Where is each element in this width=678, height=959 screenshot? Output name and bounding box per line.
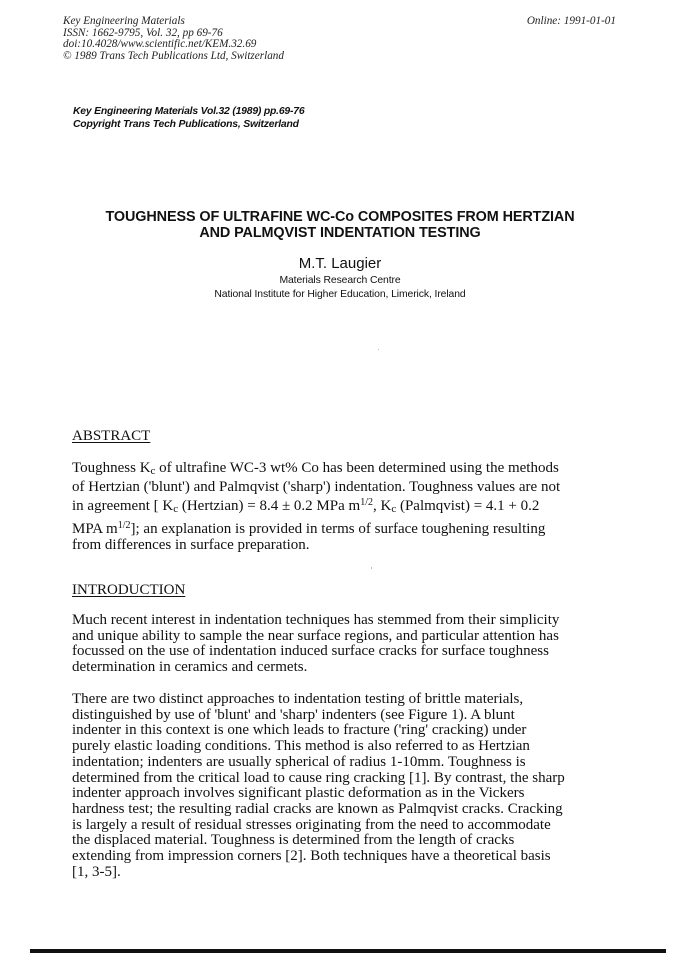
paragraph-line: is largely a result of residual stresses originating from the need to accommodate: [72, 816, 551, 833]
author-name: M.T. Laugier: [298, 255, 382, 272]
paragraph-line: determination in ceramics and cermets.: [72, 659, 308, 676]
paragraph-line: focussed on the use of indentation induced surface cracks for surface toughness: [72, 643, 549, 660]
abstract-line: from differences in surface preparation.: [72, 536, 310, 553]
journal-name: Key Engineering Materials: [63, 15, 185, 27]
paragraph-line: indenter in this context is one which leads to fracture ('ring' cracking) under: [72, 722, 527, 739]
abstract-line: Toughness Kc of ultrafine WC-3 wt% Co has been determined using the methods: [72, 460, 559, 477]
paper-title: [60, 209, 620, 241]
paragraph-line: indenter approach involves significant plastic deformation as in the Vickers: [72, 785, 525, 802]
abstract-heading: ABSTRACT: [72, 428, 151, 444]
copyright-line: © 1989 Trans Tech Publications Ltd, Switzerland: [63, 49, 284, 62]
affiliation-centre: Materials Research Centre: [279, 275, 401, 286]
paragraph-line: extending from impression corners [2]. Both techniques have a theoretical basis: [72, 848, 551, 865]
title-line-1: TOUGHNESS OF ULTRAFINE WC-Co COMPOSITES FROM HERTZIAN: [105, 209, 575, 225]
journal-copyright-line: Copyright Trans Tech Publications, Switzerland: [73, 119, 299, 130]
abstract-line: MPA $m^{1/2}$]; an explanation is provided in terms of surface toughening resulting: [72, 520, 546, 538]
scan-speck: [378, 349, 379, 350]
doi-line: doi:10.4028/www.scientific.net/KEM.32.69: [63, 38, 257, 51]
paragraph-line: Much recent interest in indentation techniques has stemmed from their simplicity: [72, 612, 560, 628]
journal-info: [73, 105, 304, 131]
online-date: Online: 1991-01-01: [526, 15, 616, 27]
abstract-text: [72, 461, 612, 554]
paragraph-line: determined from the critical load to cause ring cracking [1]. By contrast, the sharp: [72, 769, 565, 786]
issn-line: ISSN: 1662-9795, Vol. 32, pp 69-76: [63, 26, 223, 39]
paragraph-line: distinguished by use of 'blunt' and 'sharp' indenters (see Figure 1). A blunt: [72, 706, 515, 723]
abstract-line: in agreement [ Kc (Hertzian) = 8.4 ± 0.2 MPa $m^{1/2}$, Kc (Palmqvist) = 4.1 + 0.2: [72, 497, 540, 516]
paragraph-line: indentation; indenters are usually spherical of radius 1-10mm. Toughness is: [72, 753, 526, 770]
intro-paragraph-1: [72, 613, 612, 676]
journal-volume-line: Key Engineering Materials Vol.32 (1989) pp.69-76: [73, 106, 305, 117]
citation-header: [63, 16, 284, 62]
abstract-line: of Hertzian ('blunt') and Palmqvist ('sharp') indentation. Toughness values are not: [72, 478, 561, 495]
paragraph-line: There are two distinct approaches to indentation testing of brittle materials,: [72, 691, 524, 707]
affiliation-institute: National Institute for Higher Education, Limerick, Ireland: [214, 289, 466, 300]
paragraph-line: purely elastic loading conditions. This method is also referred to as Hertzian: [72, 738, 530, 755]
page-bottom-rule: [30, 949, 666, 953]
paragraph-line: and unique ability to sample the near surface regions, and particular attention has: [72, 627, 559, 644]
paragraph-line: the displaced material. Toughness is determined from the length of cracks: [72, 832, 515, 849]
introduction-heading: INTRODUCTION: [72, 582, 186, 598]
scan-speck: [371, 567, 372, 569]
title-line-2: AND PALMQVIST INDENTATION TESTING: [199, 225, 481, 241]
paragraph-line: [1, 3-5].: [72, 863, 121, 880]
intro-paragraph-2: [72, 692, 612, 880]
paragraph-line: hardness test; the resulting radial cracks are known as Palmqvist cracks. Cracking: [72, 800, 563, 817]
